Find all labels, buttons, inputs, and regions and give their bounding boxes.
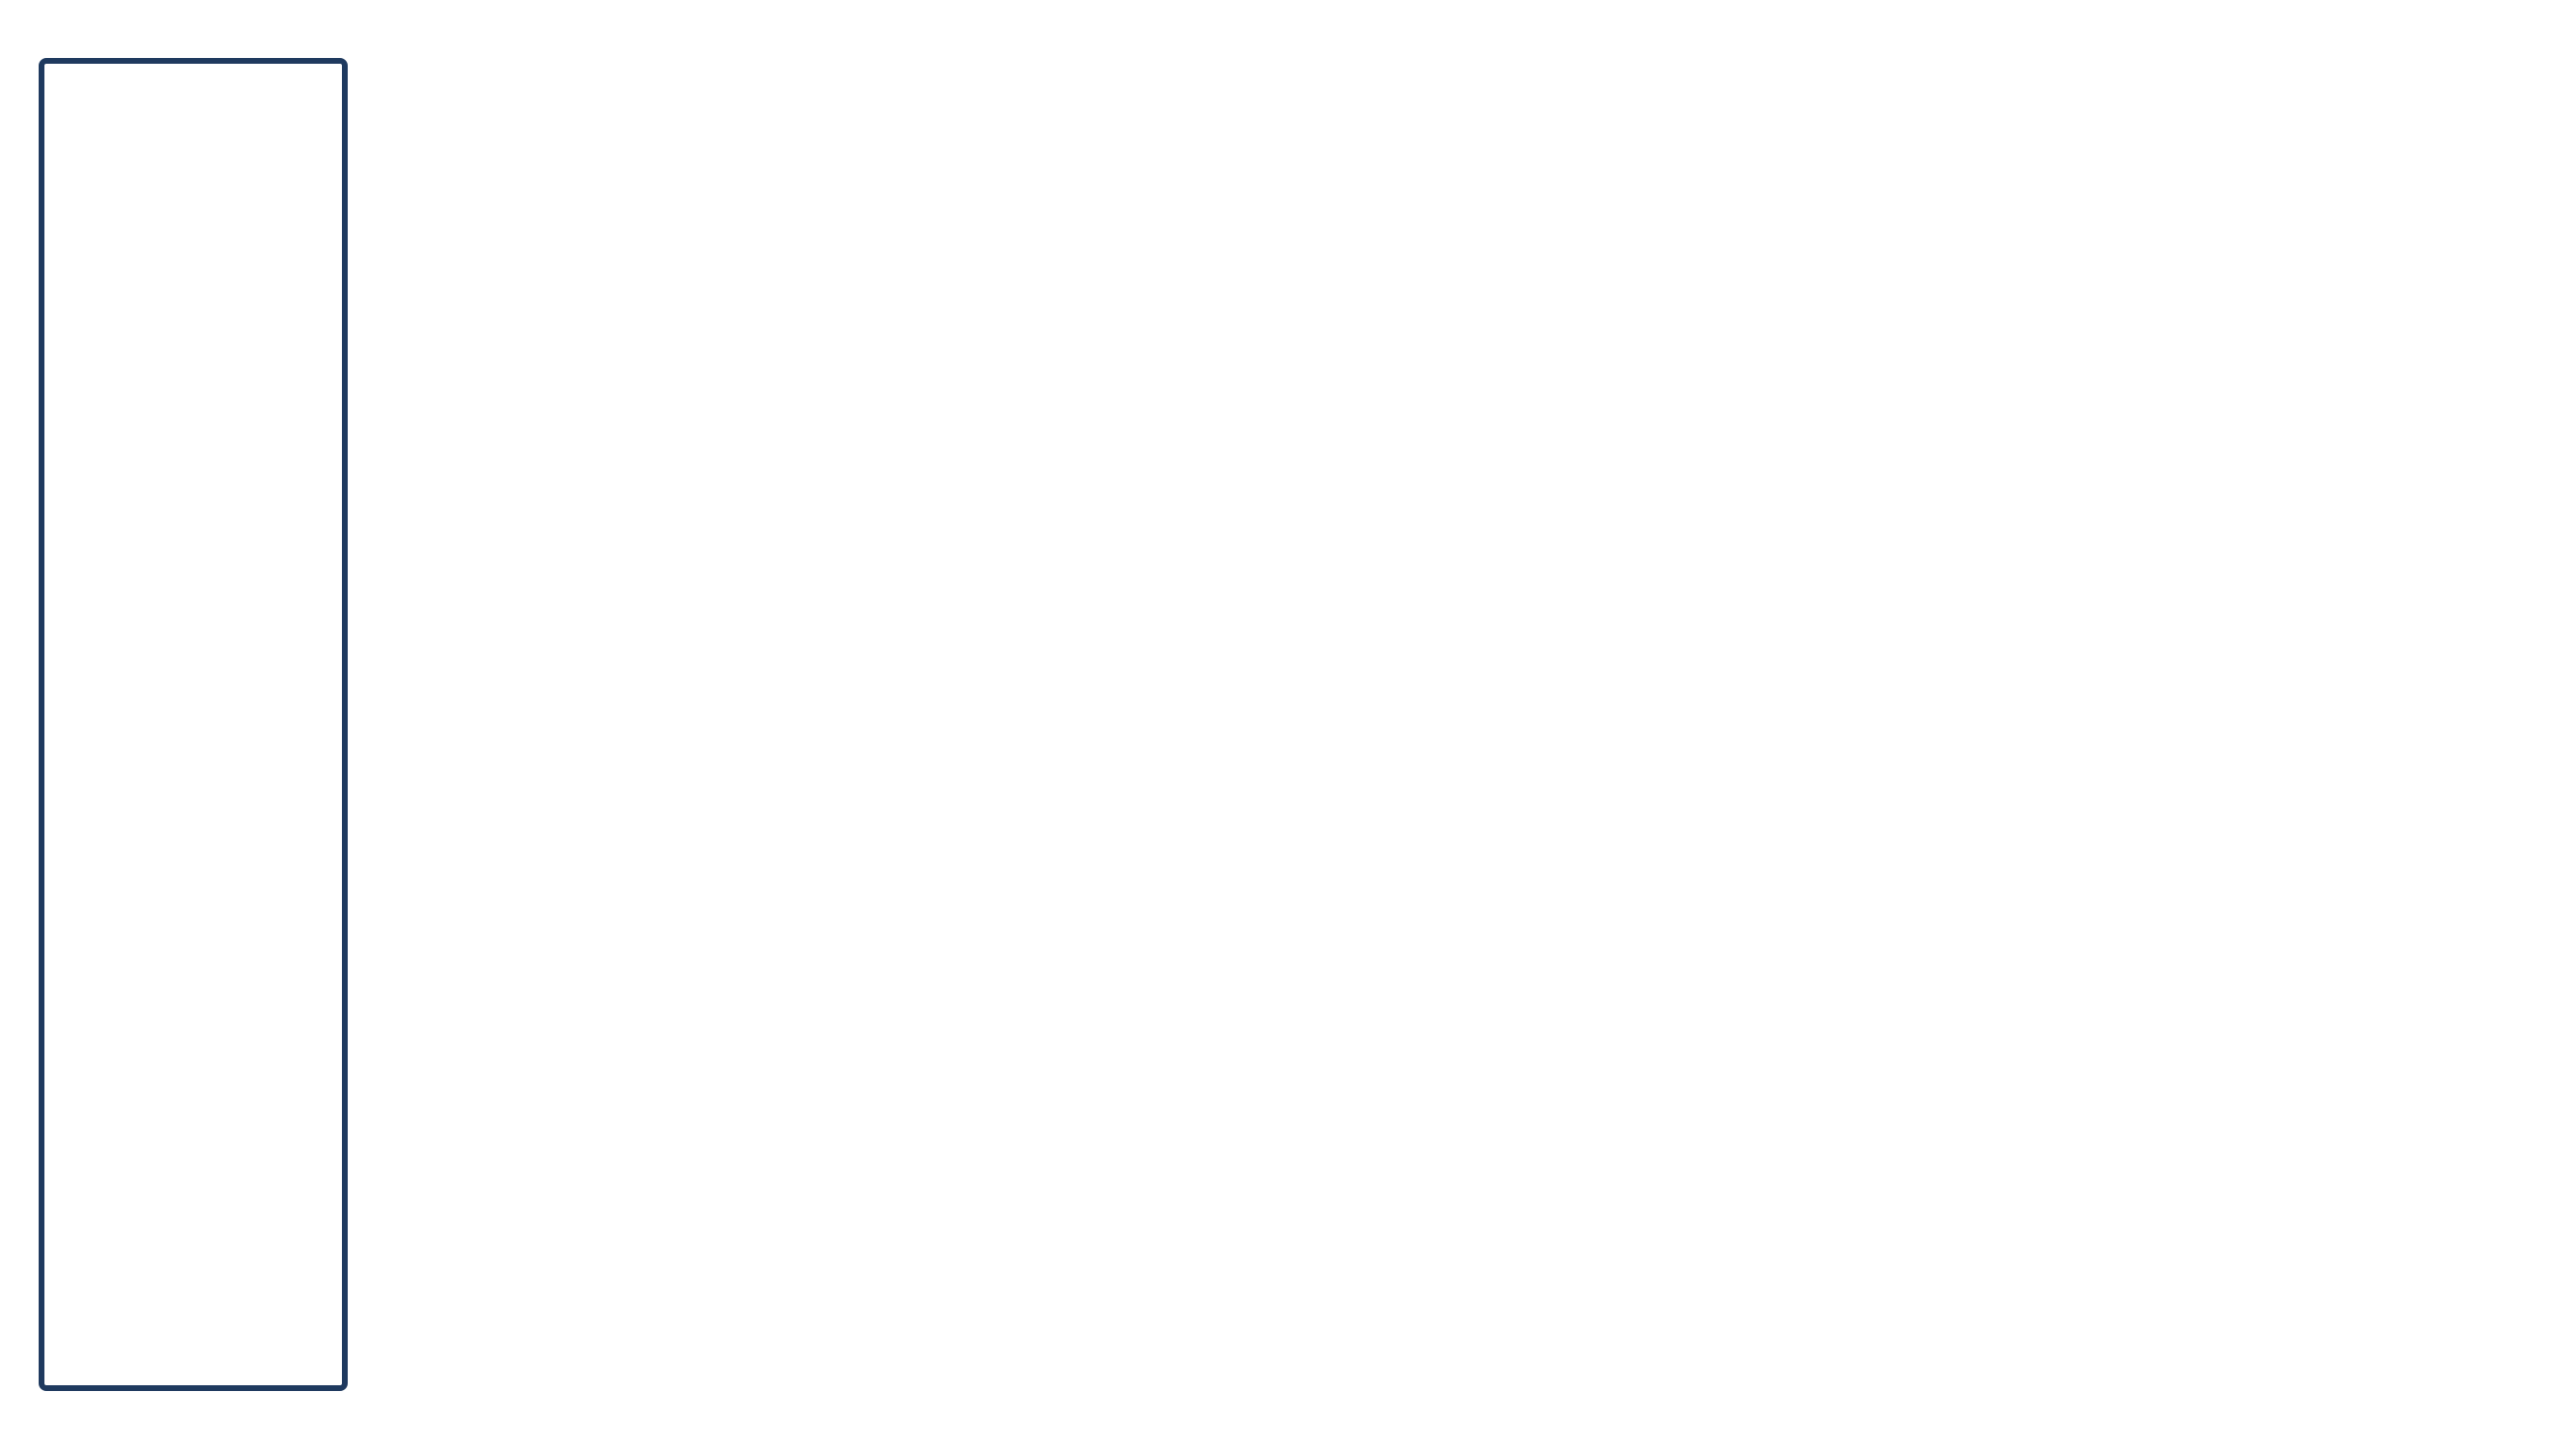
- columns: [386, 39, 2537, 1410]
- column-1: [386, 39, 1078, 1410]
- hero-panel: [39, 58, 348, 1391]
- column-3: [1846, 39, 2537, 1410]
- column-2: [1117, 39, 1808, 1410]
